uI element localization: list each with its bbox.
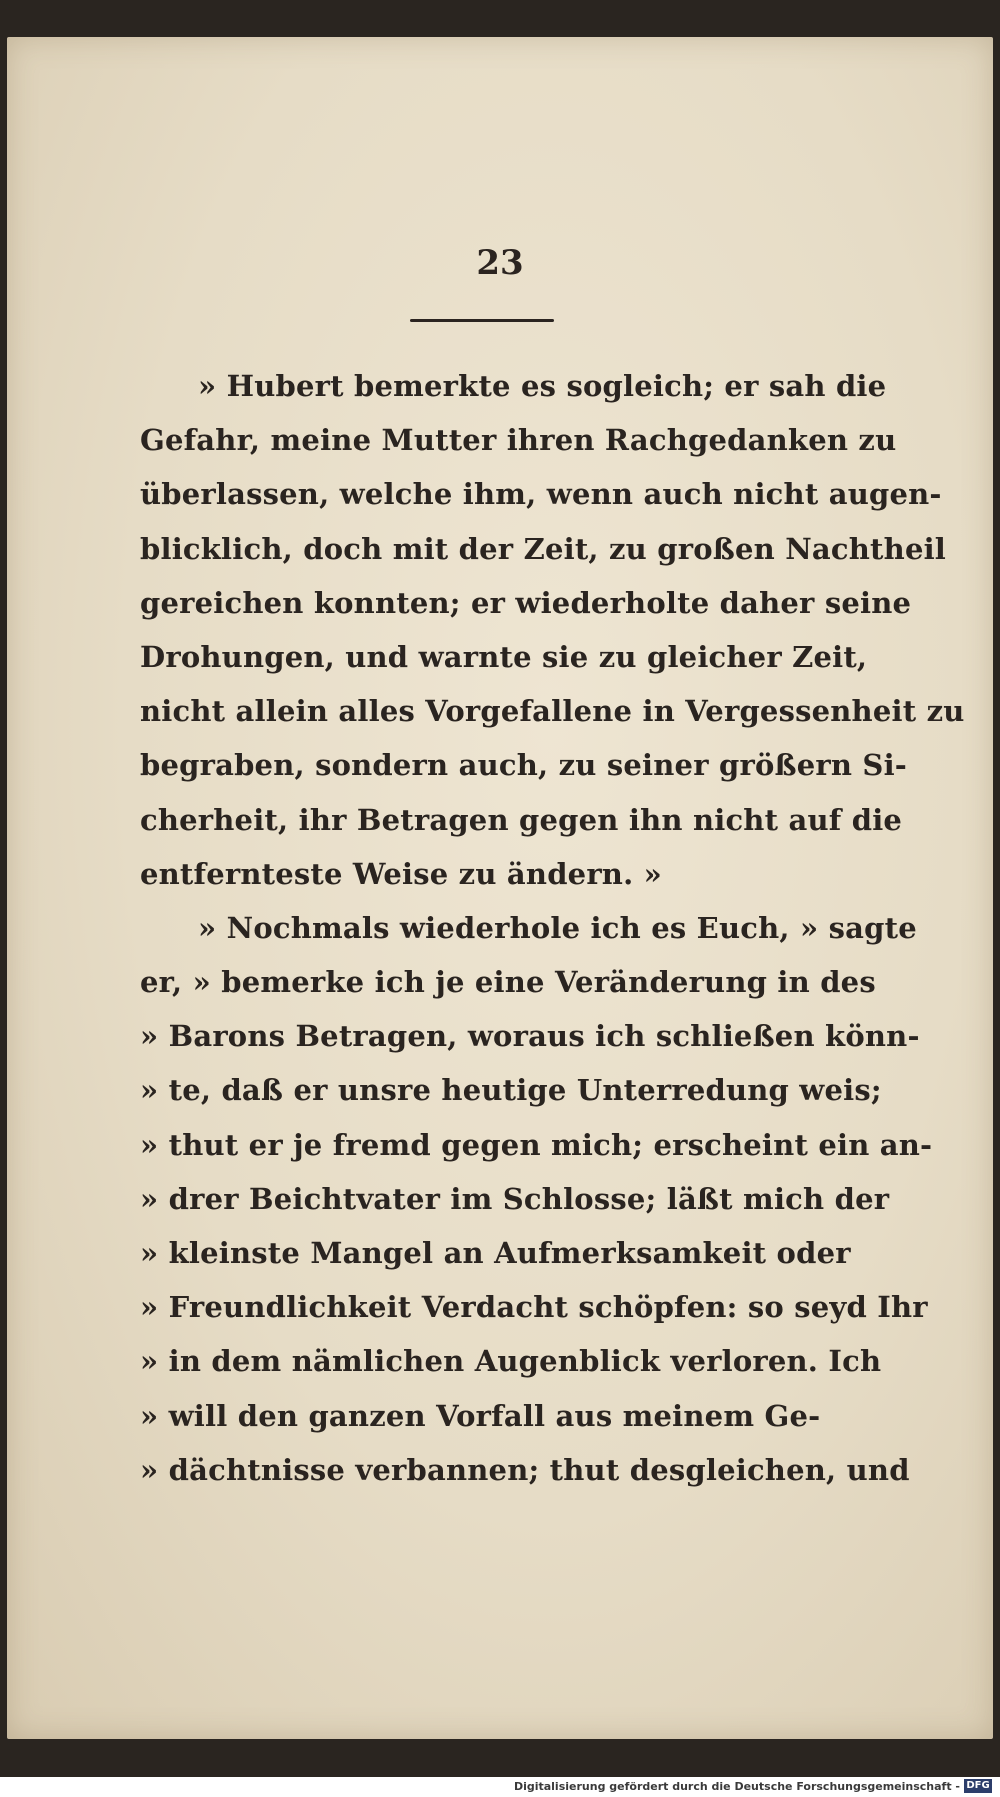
text-body <box>140 359 965 1497</box>
text-line: » dächtnisse verbannen; thut desgleichen, und <box>140 1452 910 1487</box>
text-line: » Barons Betragen, woraus ich schließen könn- <box>140 1019 920 1054</box>
text-line: Drohungen, und warnte sie zu gleicher Zeit, <box>140 639 868 674</box>
paper-sheet <box>7 37 993 1739</box>
text-line: » thut er je fremd gegen mich; erscheint ein an- <box>140 1127 933 1162</box>
funding-credit: Digitalisierung gefördert durch die Deutsche Forschungsgemeinschaft - <box>513 1780 960 1793</box>
text-line: begraben, sondern auch, zu seiner größern Si- <box>140 748 908 783</box>
text-line: » will den ganzen Vorfall aus meinem Ge- <box>140 1398 821 1433</box>
page-number: 23 <box>476 243 524 283</box>
text-line: » in dem nämlichen Augenblick verloren. Ich <box>140 1344 882 1379</box>
page-number-rule <box>410 319 554 322</box>
text-line: blicklich, doch mit der Zeit, zu großen Nachtheil <box>140 531 947 566</box>
dfg-logo: DFG <box>964 1779 992 1793</box>
text-line: » drer Beichtvater im Schlosse; läßt mich der <box>140 1181 890 1216</box>
text-line: gereichen konnten; er wiederholte daher seine <box>140 585 912 620</box>
text-line: » Freundlichkeit Verdacht schöpfen: so seyd Ihr <box>140 1290 928 1325</box>
text-line: » kleinste Mangel an Aufmerksamkeit oder <box>140 1236 851 1270</box>
text-line: » Nochmals wiederhole ich es Euch, » sagte <box>198 910 917 945</box>
text-line: entfernteste Weise zu ändern. » <box>140 856 663 891</box>
text-line: » Hubert bemerkte es sogleich; er sah die <box>198 369 887 403</box>
text-line: » te, daß er unsre heutige Unterredung weis; <box>140 1073 882 1108</box>
text-line: er, » bemerke ich je eine Veränderung in des <box>140 965 876 1000</box>
text-line: Gefahr, meine Mutter ihren Rachgedanken zu <box>140 423 897 458</box>
text-line: überlassen, welche ihm, wenn auch nicht augen- <box>140 477 942 512</box>
text-line: cherheit, ihr Betragen gegen ihn nicht auf die <box>140 802 903 837</box>
text-line: nicht allein alles Vorgefallene in Vergessenheit zu <box>140 694 965 729</box>
